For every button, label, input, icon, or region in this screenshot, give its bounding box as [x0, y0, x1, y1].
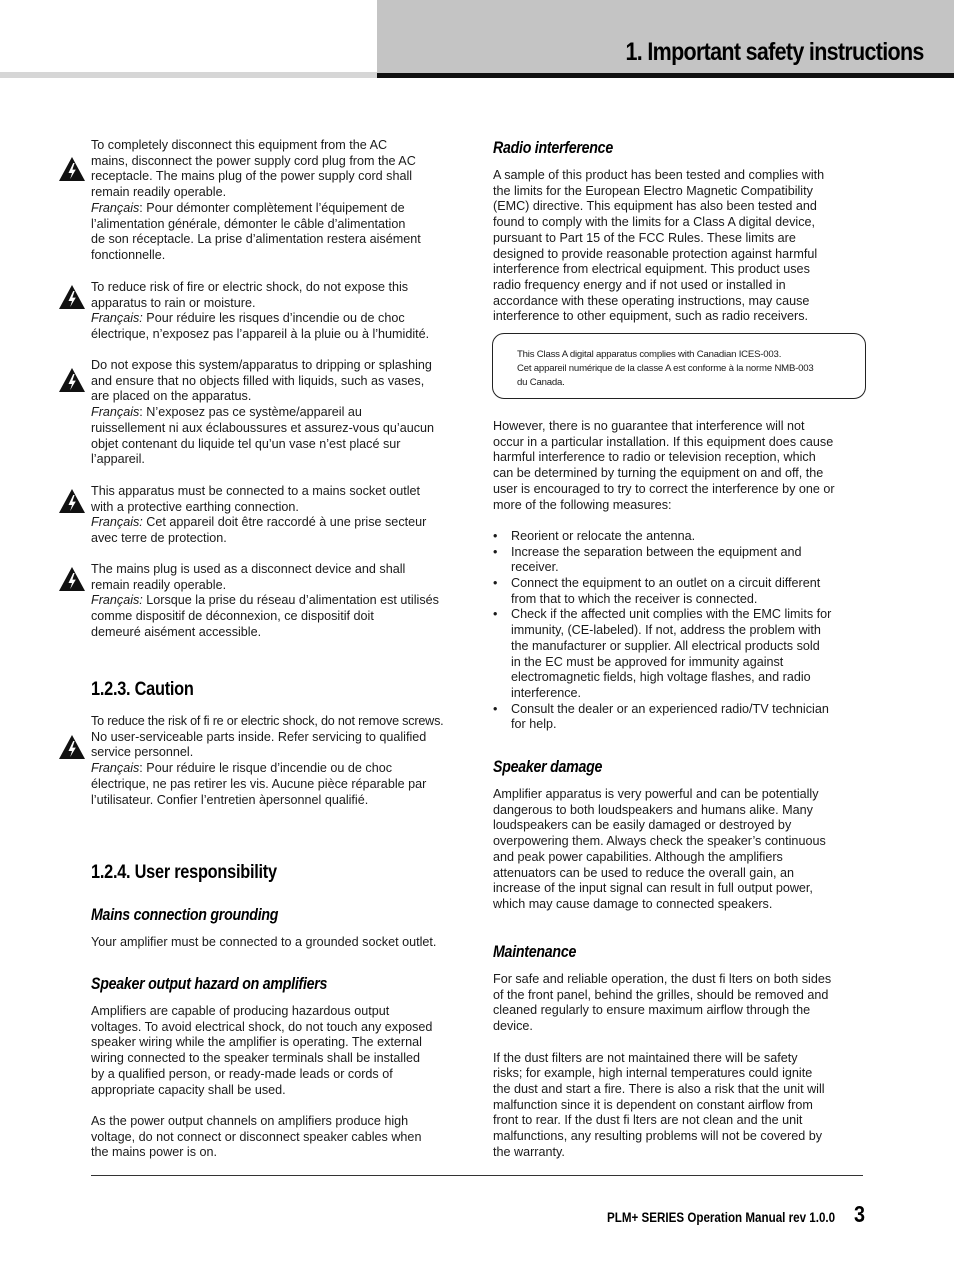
- text-line: by a qualified person, or ready-made leads or cords of: [91, 1066, 393, 1081]
- subsection-title-grounding: Mains connection grounding: [91, 906, 279, 924]
- text-line: For safe and reliable operation, the dust fi lters on both sides: [493, 972, 832, 986]
- text-line: the limits for the European Electro Magnetic Compatibility: [493, 183, 813, 198]
- text-line: for help.: [511, 717, 557, 732]
- text-line: with a protective earthing connection.: [91, 499, 299, 514]
- text-line: To completely disconnect this equipment from the AC: [91, 138, 388, 152]
- text-line: However, there is no guarantee that interference will not: [493, 419, 805, 433]
- french-line: [91, 201, 421, 217]
- french-label: Français:: [91, 593, 143, 608]
- text-line: If the dust filters are not maintained there will be safety: [493, 1050, 798, 1065]
- header-rule: [377, 73, 954, 78]
- footer-manual-title: PLM+ SERIES Operation Manual rev 1.0.0: [607, 1210, 836, 1225]
- text-line: service personnel.: [91, 745, 194, 760]
- text-line: Cet appareil numérique de la classe A est conforme à la norme NMB-003: [517, 362, 814, 374]
- text-line: device.: [493, 1019, 533, 1034]
- text-line: avec terre de protection.: [91, 531, 227, 546]
- text-line: (EMC) directive. This equipment has also been tested and: [493, 199, 817, 214]
- text-line: front to rear. If the dust fi lters are not clean and the unit: [493, 1113, 803, 1128]
- french-text: Pour réduire les risques d’incendie ou de choc: [146, 311, 405, 326]
- list-item: [493, 576, 835, 607]
- text-line: attenuators can be used to reduce the overall gain, an: [493, 865, 795, 880]
- french-line: [91, 515, 426, 531]
- french-label: Français: [91, 761, 140, 776]
- grounding-text: [91, 935, 436, 951]
- subsection-title-speaker-hazard: Speaker output hazard on amplifiers: [91, 975, 328, 993]
- warning-text: [91, 138, 421, 264]
- text-line: immunity, (CE-labeled). If not, address the problem with: [511, 623, 821, 638]
- caution-text: [91, 714, 443, 808]
- text-line: the dust and start a fire. There is also a risk that the unit will: [493, 1081, 825, 1096]
- text-line: Do not expose this system/apparatus to dripping or splashing: [91, 358, 432, 372]
- text-line: found to comply with the limits for a Class A digital device,: [493, 215, 815, 230]
- section-title-caution: 1.2.3. Caution: [91, 679, 194, 700]
- text-line: interference.: [511, 685, 582, 700]
- text-line: in the EC must be approved for immunity against: [511, 654, 784, 669]
- text-line: malfunctions, any resulting problems will not be covered by: [493, 1129, 822, 1144]
- text-line: which may cause damage to connected speakers.: [493, 896, 773, 911]
- french-line: [91, 311, 429, 327]
- text-line: l’alimentation générale, démonter le câble d’alimentation: [91, 216, 406, 231]
- list-item: [493, 545, 835, 576]
- text-line: are placed on the apparatus.: [91, 389, 252, 404]
- text-line: • Reorient or relocate the antenna.: [511, 528, 696, 543]
- text-line: electromagnetic fields, high voltage flashes, and radio: [511, 670, 811, 685]
- page-title: 1. Important safety instructions: [625, 38, 924, 66]
- radio-text-continued: [493, 419, 835, 733]
- text-line: • Check if the affected unit complies with the EMC limits for: [511, 607, 832, 622]
- text-line: demeuré aisément accessible.: [91, 624, 262, 639]
- text-line: du Canada.: [517, 376, 565, 388]
- subsection-title-speaker-damage: Speaker damage: [493, 758, 603, 776]
- text-line: As the power output channels on amplifiers produce high: [91, 1113, 409, 1128]
- french-label: Français:: [91, 515, 143, 530]
- text-line: Amplifier apparatus is very powerful and can be potentially: [493, 787, 819, 801]
- text-line: interference to other equipment, such as radio receivers.: [493, 309, 809, 324]
- text-line: To reduce the risk of fi re or electric shock, do not remove screws.: [91, 714, 444, 728]
- text-line: overpowering them. Always check the speaker’s continuous: [493, 834, 826, 849]
- text-line: and ensure that no objects filled with liquids, such as vases,: [91, 373, 425, 388]
- text-line: the manufacturer or supplier. All electrical products sold: [511, 638, 820, 653]
- text-line: l’appareil.: [91, 452, 145, 467]
- text-line: appropriate capacity shall be used.: [91, 1082, 286, 1097]
- text-line: A sample of this product has been tested and complies with: [493, 168, 825, 182]
- subsection-title-maintenance: Maintenance: [493, 943, 577, 961]
- maintenance-text: [493, 972, 831, 1160]
- hazard-text: [91, 1004, 432, 1161]
- text-line: The mains plug is used as a disconnect device and shall: [91, 562, 406, 576]
- list-item: [493, 529, 835, 545]
- text-line: comme dispositif de déconnexion, ce dispositif doit: [91, 609, 374, 624]
- french-text: Cet appareil doit être raccordé à une prise secteur: [146, 515, 427, 530]
- text-line: pursuant to Part 15 of the FCC Rules. These limits are: [493, 230, 796, 245]
- text-line: ruissellement ni aux éclaboussures et assurez-vous qu’aucun: [91, 420, 435, 435]
- french-text: Pour réduire le risque d’incendie ou de choc: [146, 761, 393, 776]
- separator: :: [139, 405, 147, 420]
- text-line: To reduce risk of fire or electric shock, do not expose this: [91, 280, 409, 294]
- text-line: accordance with these operating instructions, may cause: [493, 293, 810, 308]
- high-voltage-warning-icon: [58, 367, 86, 393]
- text-line: increase of the input signal can result in full output power,: [493, 881, 813, 896]
- text-line: wiring connected to the speaker terminals shall be installed: [91, 1051, 421, 1066]
- text-line: dangerous to both loudspeakers and humans alike. Many: [493, 802, 813, 817]
- text-line: the warranty.: [493, 1144, 565, 1159]
- text-line: user is encouraged to try to correct the interference by one or: [493, 481, 835, 496]
- text-line: designed to provide reasonable protection against harmful: [493, 246, 818, 261]
- french-text: N’exposez pas ce système/appareil au: [146, 405, 362, 420]
- text-line: This apparatus must be connected to a mains socket outlet: [91, 484, 421, 498]
- text-line: cleaned regularly to ensure maximum airflow through the: [493, 1003, 811, 1018]
- text-line: voltages. To avoid electrical shock, do not touch any exposed: [91, 1019, 433, 1034]
- subsection-title-radio: Radio interference: [493, 139, 613, 157]
- text-line: malfunction since it is dependent on constant airflow from: [493, 1097, 813, 1112]
- notice-text: [517, 348, 814, 389]
- text-line: • Connect the equipment to an outlet on a circuit different: [511, 576, 821, 591]
- high-voltage-warning-icon: [58, 488, 86, 514]
- text-line: Your amplifier must be connected to a grounded socket outlet.: [91, 935, 437, 949]
- text-line: and peak power capabilities. Although the amplifiers: [493, 849, 783, 864]
- text-line: électrique, ne pas retirer les vis. Aucune pièce réparable par: [91, 776, 427, 791]
- text-line: No user-serviceable parts inside. Refer servicing to qualified: [91, 729, 427, 744]
- text-line: remain readily operable.: [91, 577, 227, 592]
- french-label: Français:: [91, 311, 143, 326]
- radio-text: [493, 168, 824, 325]
- text-line: Amplifiers are capable of producing hazardous output: [91, 1004, 390, 1018]
- french-label: Français: [91, 405, 140, 420]
- text-line: de son réceptacle. La prise d’alimentation restera aisément: [91, 232, 421, 247]
- section-title-user-responsibility: 1.2.4. User responsibility: [91, 862, 277, 883]
- header-accent-left: [0, 72, 377, 78]
- high-voltage-warning-icon: [58, 284, 86, 310]
- text-line: électrique, n’exposez pas l’appareil à la pluie ou à l’humidité.: [91, 327, 430, 342]
- text-line: receiver.: [511, 560, 559, 575]
- measures-list: [493, 529, 835, 733]
- footer-rule: [91, 1175, 863, 1176]
- text-line: • Increase the separation between the equipment and: [511, 544, 802, 559]
- text-line: the mains power is on.: [91, 1145, 217, 1160]
- text-line: loudspeakers can be easily damaged or destroyed by: [493, 818, 792, 833]
- text-line: l’utilisateur. Confier l’entretien àpersonnel qualifié.: [91, 792, 369, 807]
- list-item: [493, 702, 835, 733]
- text-line: interference from electrical equipment. This product uses: [493, 262, 810, 277]
- text-line: can be determined by turning the equipment on and off, the: [493, 466, 824, 481]
- text-line: risks; for example, high internal temperatures could ignite: [493, 1066, 813, 1081]
- page-number: 3: [854, 1201, 866, 1227]
- text-line: apparatus to rain or moisture.: [91, 295, 256, 310]
- french-text: Lorsque la prise du réseau d’alimentation est utilisés: [146, 593, 439, 608]
- high-voltage-warning-icon: [58, 156, 86, 182]
- text-line: occur in a particular installation. If this equipment does cause: [493, 434, 834, 449]
- high-voltage-warning-icon: [58, 566, 86, 592]
- text-line: more of the following measures:: [493, 497, 672, 512]
- warning-text: [91, 562, 439, 641]
- text-line: remain readily operable.: [91, 185, 227, 200]
- warning-text: [91, 280, 429, 343]
- separator: :: [139, 200, 147, 215]
- text-line: mains, disconnect the power supply cord plug from the AC: [91, 153, 416, 168]
- warning-text: [91, 484, 426, 547]
- high-voltage-warning-icon: [58, 734, 86, 760]
- canada-compliance-notice: [492, 333, 866, 399]
- french-line: [91, 405, 434, 421]
- text-line: objet contenant du liquide tel qu’un vase n’est placé sur: [91, 436, 401, 451]
- french-text: Pour démonter complètement l’équipement de: [146, 200, 405, 215]
- list-item: [493, 607, 835, 701]
- text-line: This Class A digital apparatus complies with Canadian ICES-003.: [517, 349, 782, 360]
- french-label: Français: [91, 200, 140, 215]
- text-line: fonctionnelle.: [91, 247, 166, 262]
- text-line: speaker wiring while the amplifier is operating. The external: [91, 1035, 422, 1050]
- text-line: harmful interference to radio or television reception, which: [493, 450, 816, 465]
- french-line: [91, 593, 439, 609]
- warning-text: [91, 358, 434, 468]
- speaker-damage-text: [493, 787, 826, 913]
- text-line: voltage, do not connect or disconnect speaker cables when: [91, 1129, 422, 1144]
- text-line: radio frequency energy and if not used or installed in: [493, 277, 786, 292]
- text-line: from that to which the receiver is connected.: [511, 591, 758, 606]
- text-line: of the front panel, behind the grilles, should be removed and: [493, 987, 829, 1002]
- separator: :: [139, 761, 147, 776]
- text-line: receptacle. The mains plug of the power supply cord shall: [91, 169, 413, 184]
- text-line: • Consult the dealer or an experienced radio/TV technician: [511, 701, 829, 716]
- french-line: [91, 761, 443, 777]
